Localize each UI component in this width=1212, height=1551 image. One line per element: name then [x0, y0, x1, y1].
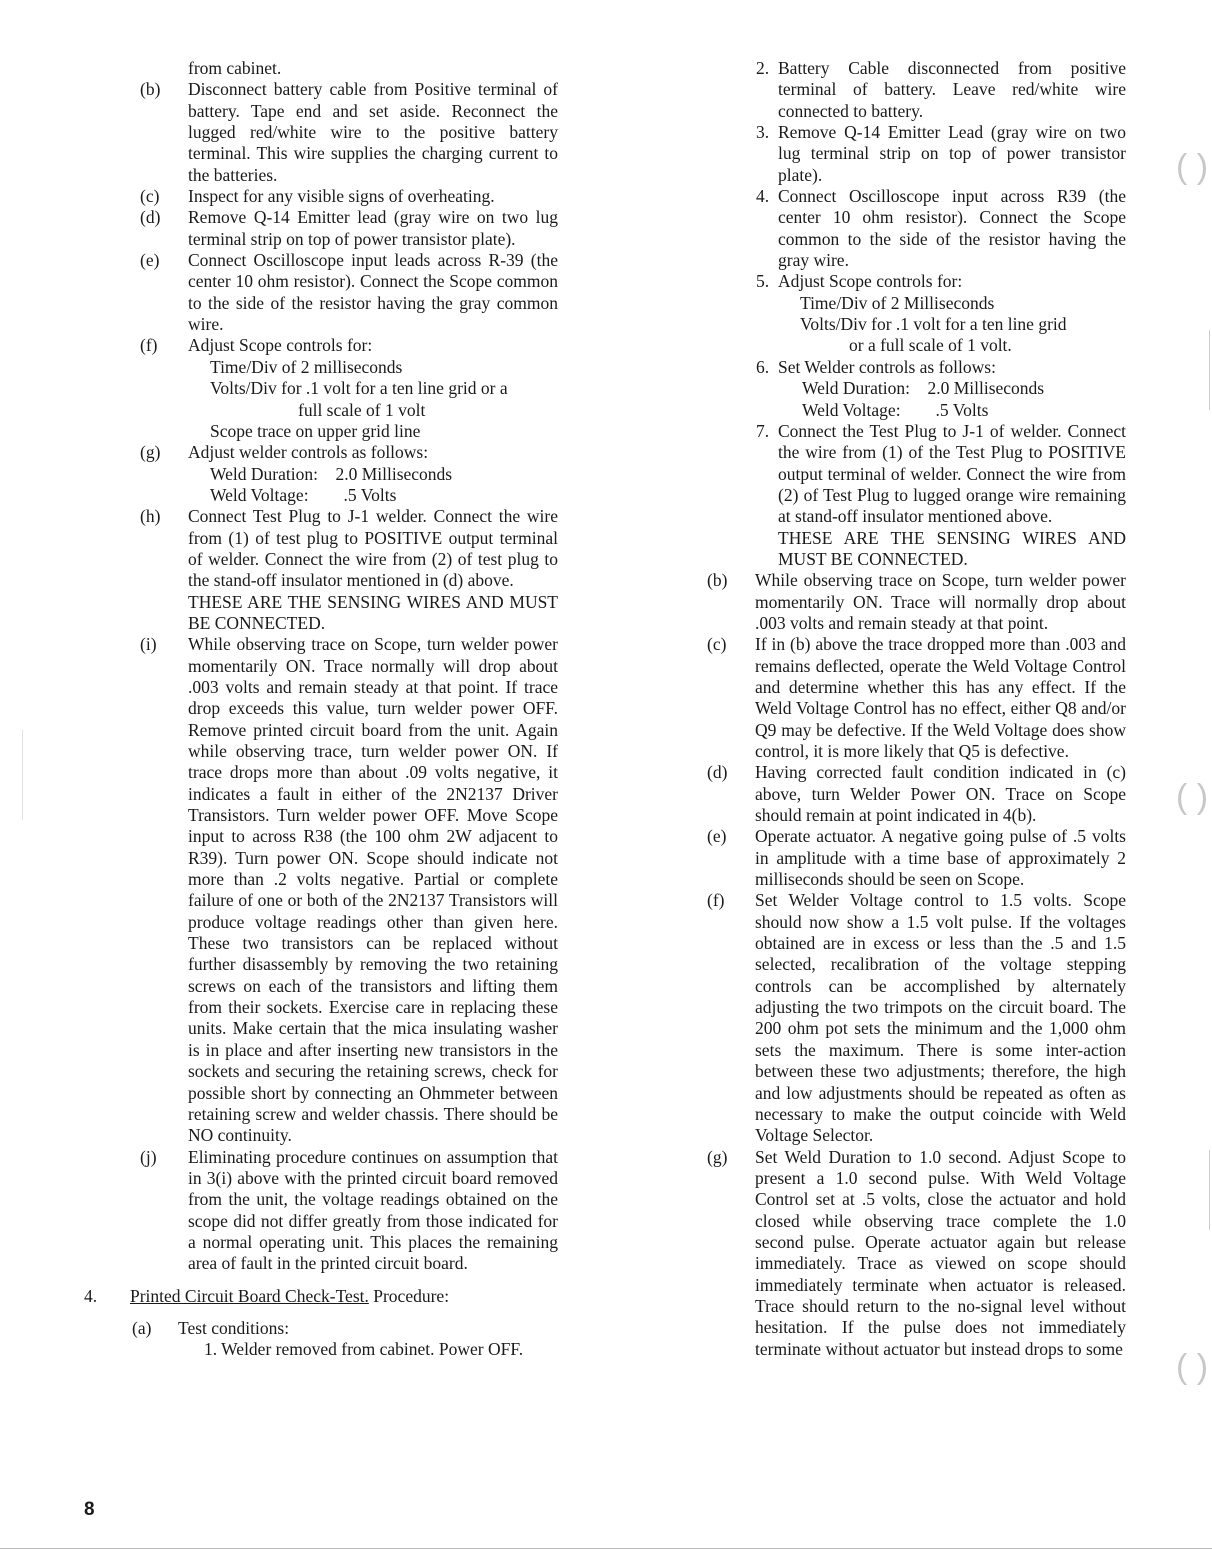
item-3	[756, 122, 1126, 186]
scan-edge-line	[22, 730, 23, 820]
item-number: 2.	[756, 58, 770, 78]
paragraph-text: Adjust Scope controls for:	[188, 335, 373, 356]
item-text: Battery Cable disconnected from positive terminal of battery. Leave red/white wire connected to battery.	[778, 58, 1126, 121]
paragraph-text: from cabinet.	[188, 58, 282, 78]
sensing-wires-warning: THESE ARE THE SENSING WIRES AND MUST BE CONNECTED.	[778, 527, 1126, 569]
item-label: (f)	[707, 890, 725, 911]
paragraph-from-cabinet	[188, 58, 558, 79]
item-4	[756, 186, 1126, 271]
section-number: 4.	[84, 1285, 98, 1306]
item-text: Set Welder controls as follows:	[778, 356, 996, 377]
paragraph-text: Set Weld Duration to 1.0 second. Adjust Scope to present a 1.0 second pulse. With Weld Voltage Control set at .5 volts, close the actuator and hold closed while observing trace complete the 1.0 second pulse. Operate actuator again but release immediately. Trace as viewed on scope should immediately terminate when actuator is released. Trace should return to the no-signal level without hesitation. If the pulse does not immediately terminate without actuator but instead drops to some	[755, 1146, 1126, 1359]
page-number: 8	[84, 1499, 95, 1520]
item-text: Connect Oscilloscope input across R39 (the center 10 ohm resistor). Connect the Scope common to the side of the resistor having the gray wire.	[778, 186, 1126, 271]
item-label: (a)	[132, 1317, 152, 1338]
paragraph-e	[140, 250, 558, 335]
paragraph-f	[140, 335, 558, 442]
paragraph-c	[140, 186, 558, 207]
paragraph-b	[140, 79, 558, 186]
item-7	[756, 420, 1126, 570]
paragraph-e	[707, 826, 1126, 890]
item-text: Remove Q-14 Emitter Lead (gray wire on two lug terminal strip on top of power transistor plate).	[778, 122, 1126, 185]
paragraph-text: Set Welder Voltage control to 1.5 volts. Scope should now show a 1.5 volt pulse. If the voltages obtained are in excess or less than the .5 and 1.5 selected, recalibration of the voltage stepping controls can be accomplished by alternately adjusting the two trimpots on the circuit board. The 200 ohm pot sets the minimum and the 1,000 ohm sets the maximum. There is some inter-action between these two adjustments; therefore, the high and low adjustments should be repeated as often as necessary to make the output coincide with Weld Voltage Selector.	[755, 890, 1126, 1146]
paragraph-g	[707, 1146, 1126, 1360]
item-label: (g)	[707, 1146, 728, 1167]
paragraph-h	[140, 506, 558, 634]
item-label: (b)	[707, 570, 728, 591]
scope-full-scale: full scale of 1 volt	[298, 399, 426, 420]
scope-volts-div: Volts/Div for .1 volt for a ten line grid or a	[210, 378, 508, 399]
item-number: 6.	[756, 356, 770, 377]
item-label: (f)	[140, 335, 158, 356]
weld-duration-setting: Weld Duration: 2.0 Milliseconds	[802, 378, 1045, 399]
paragraph-text: Inspect for any visible signs of overheating.	[188, 186, 495, 207]
paragraph-text: Eliminating procedure continues on assumption that in 3(i) above with the printed circuit board removed from the unit, the voltage readings obtained on the scope did not differ greatly from those indicated for a normal operating unit. This places the remaining area of fault in the printed circuit board.	[188, 1146, 558, 1274]
item-label: (i)	[140, 634, 157, 655]
paragraph-text: Operate actuator. A negative going pulse of .5 volts in amplitude with a time base of approximately 2 milliseconds should be seen on Scope.	[755, 826, 1126, 890]
section-4-heading	[84, 1285, 560, 1307]
item-label: (c)	[140, 186, 160, 207]
paragraph-text: While observing trace on Scope, turn welder power momentarily ON. Trace will normally drop about .003 volts and remain steady at that point.	[755, 570, 1126, 633]
item-number: 7.	[756, 420, 770, 441]
item-label: (j)	[140, 1146, 157, 1167]
paragraph-text: Remove Q-14 Emitter lead (gray wire on two lug terminal strip on top of power transistor plate).	[188, 207, 558, 249]
scope-full-scale: or a full scale of 1 volt.	[849, 335, 1012, 356]
paragraph-d	[707, 762, 1126, 826]
item-6	[756, 356, 1126, 421]
binder-hole-mark: ( )	[1176, 148, 1209, 186]
section-title: Printed Circuit Board Check-Test.	[130, 1285, 369, 1306]
item-label: (d)	[140, 207, 161, 228]
paragraph-b	[707, 570, 1126, 634]
paragraph-text: Adjust welder controls as follows:	[188, 442, 429, 463]
scope-time-div: Time/Div of 2 Milliseconds	[800, 292, 995, 313]
paragraph-text: Disconnect battery cable from Positive terminal of battery. Tape end and set aside. Reconnect the lugged red/white wire to the positive battery terminal. This wire supplies the charging current to the batteries.	[188, 79, 558, 185]
item-5	[756, 271, 1126, 356]
scan-edge-line	[1209, 1150, 1210, 1230]
item-number: 3.	[756, 122, 770, 143]
item-text: Adjust Scope controls for:	[778, 271, 963, 292]
item-label: (c)	[707, 634, 727, 655]
paragraph-g	[140, 442, 558, 506]
scope-volts-div: Volts/Div for .1 volt for a ten line grid	[800, 314, 1067, 335]
scope-time-div: Time/Div of 2 milliseconds	[210, 356, 403, 377]
section-title-suffix: Procedure:	[373, 1285, 450, 1306]
test-condition-1: 1. Welder removed from cabinet. Power OFF.	[204, 1339, 524, 1360]
sensing-wires-warning: THESE ARE THE SENSING WIRES AND MUST BE CONNECTED.	[188, 591, 558, 633]
item-2	[756, 58, 1126, 122]
item-label: (e)	[707, 826, 727, 847]
binder-hole-mark: ( )	[1176, 778, 1209, 816]
right-column	[600, 58, 1212, 1360]
paragraph-i	[140, 634, 558, 1146]
item-label: (e)	[140, 250, 160, 271]
item-label: (g)	[140, 442, 161, 463]
paragraph-text: Test conditions:	[178, 1317, 290, 1338]
binder-hole-mark: ( )	[1176, 1348, 1209, 1386]
left-column	[0, 58, 600, 1361]
paragraph-j	[140, 1146, 558, 1275]
item-text: Connect the Test Plug to J-1 of welder. Connect the wire from (1) of the Test Plug to POSITIVE output terminal of welder. Connect the wire from (2) of Test Plug to lugged orange wire remaining at stand-off insulator mentioned above.	[778, 420, 1126, 527]
item-number: 5.	[756, 271, 770, 292]
item-label: (h)	[140, 506, 161, 527]
paragraph-a	[132, 1317, 578, 1361]
weld-voltage-setting: Weld Voltage: .5 Volts	[210, 484, 397, 505]
paragraph-f	[707, 890, 1126, 1146]
paragraph-text: If in (b) above the trace dropped more than .003 and remains deflected, operate the Weld Voltage Control and determine whether this has any effect. If the Weld Voltage Control has no effect, either Q8 and/or Q9 may be defective. If the Weld Voltage does show control, it is more likely that Q5 is defective.	[755, 634, 1126, 761]
weld-voltage-setting: Weld Voltage: .5 Volts	[802, 399, 989, 420]
weld-duration-setting: Weld Duration: 2.0 Milliseconds	[210, 463, 453, 484]
paragraph-text: Connect Test Plug to J-1 welder. Connect the wire from (1) of test plug to POSITIVE output terminal of welder. Connect the wire from (2) of test plug to the stand-off insulator mentioned in (d) above.	[188, 506, 558, 591]
paragraph-text: While observing trace on Scope, turn welder power momentarily ON. Trace normally will drop about .003 volts and remain steady at that point. If trace drop exceeds this value, turn welder power OFF. Remove printed circuit board from the unit. Again while observing trace, turn welder power ON. If trace drops more than about .09 volts negative, it indicates a fault in either of the 2N2137 Driver Transistors. Turn welder power OFF. Move Scope input to across R38 (the 100 ohm 2W adjacent to R39). Turn power ON. Scope should indicate not more than .2 volts negative. Partial or complete failure of one or both of the 2N2137 Transistors will produce voltage readings other than given here. These two transistors can be replaced without further disassembly by removing the two retaining screws on each of the transistors and lifting them from their sockets. Exercise care in replacing these units. Make certain that the mica insulating washer is in place and after inserting new transistors in the sockets and securing the retaining screws, check for possible short by connecting an Ohmmeter between retaining screw and welder chassis. There should be NO continuity.	[188, 634, 558, 1146]
page-bottom-rule	[0, 1548, 1212, 1549]
paragraph-c	[707, 634, 1126, 762]
scan-edge-line	[1209, 330, 1210, 410]
paragraph-text: Having corrected fault condition indicated in (c) above, turn Welder Power ON. Trace on Scope should remain at point indicated in 4(b).	[755, 762, 1126, 826]
scope-trace-setting: Scope trace on upper grid line	[210, 420, 421, 441]
paragraph-text: Connect Oscilloscope input leads across R-39 (the center 10 ohm resistor). Connect the Scope common to the side of the resistor having the gray common wire.	[188, 250, 558, 335]
paragraph-d	[140, 207, 558, 250]
item-label: (d)	[707, 762, 728, 783]
item-number: 4.	[756, 186, 770, 207]
item-label: (b)	[140, 79, 161, 100]
